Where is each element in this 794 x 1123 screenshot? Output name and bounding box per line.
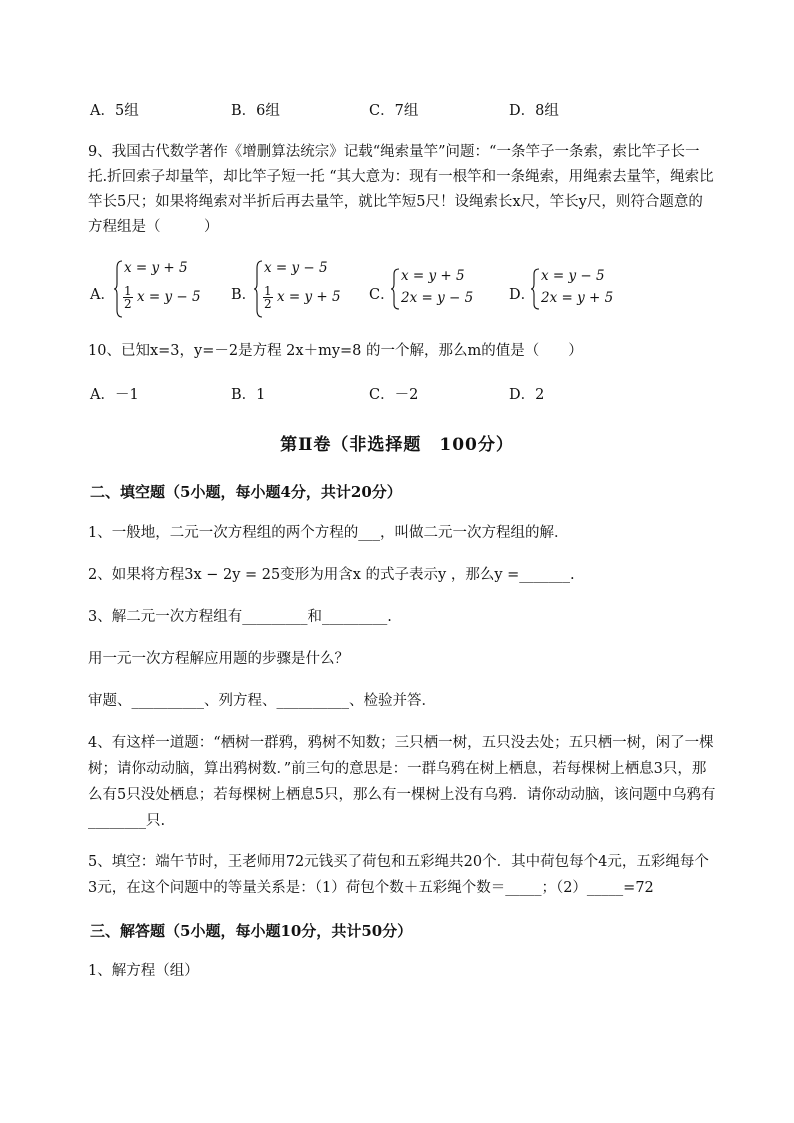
q9-line-3: 竿长5尺；如果将绳索对半折后再去量竿，就比竿短5尺！设绳索长x尺，竿长y尺，则符合题意的 [88, 194, 703, 210]
q9-option-b-eq2: $\frac{1}{2}$ x = y + 5 [264, 284, 341, 311]
q9-option-a-eq1: x = y + 5 [124, 260, 188, 276]
q9-line-1: 9、我国古代数学著作《增删算法统宗》记载“绳索量竿”问题：“一条竿子一条索，索比竿子长一 [88, 144, 700, 160]
fill-item-5-line-1: 5、填空：端午节时，王老师用72元钱买了荷包和五彩绳共20个．其中荷包每个4元，五彩绳每个 [88, 854, 709, 870]
q9-option-c-eq2: 2x = y − 5 [401, 290, 474, 306]
q8-option-d: D．8组 [509, 103, 559, 119]
fill-item-4-line-2: 树；请你动动脑，算出鸦树数．”前三句的意思是：一群乌鸦在树上栖息，若每棵树上栖息3只，那 [88, 761, 707, 777]
brace-icon [531, 268, 541, 310]
fill-item-5-line-2: 3元，在这个问题中的等量关系是：（1）荷包个数＋五彩绳个数＝_____；（2）_____=72 [88, 880, 654, 896]
q9-option-d-label: D． [509, 287, 536, 303]
q9-option-d-eq2: 2x = y + 5 [541, 290, 614, 306]
q9-option-b-eq1: x = y − 5 [264, 260, 328, 276]
q9-option-c-label: C． [369, 287, 395, 303]
q10-stem: 10、已知x=3，y=－2是方程 2x＋my=8 的一个解，那么m的值是（ ） [88, 343, 583, 359]
q8-option-a: A．5组 [90, 103, 139, 119]
fill-item-4-line-3: 么有5只没处栖息；若每棵树上栖息5只，那么有一棵树上没有乌鸦．请你动动脑，该问题中乌鸦有 [88, 787, 716, 803]
q10-option-d: D．2 [509, 387, 545, 403]
section-heading-fill-in: 二、填空题（5小题，每小题4分，共计20分） [90, 483, 402, 501]
solve-item-1: 1、解方程（组） [88, 963, 199, 979]
q9-line-2: 托.折回索子却量竿，却比竿子短一托 “其大意为：现有一根竿和一条绳索，用绳索去量竿，绳索比 [88, 169, 714, 185]
q8-option-b: B．6组 [231, 103, 280, 119]
fill-item-1: 1、一般地，二元一次方程组的两个方程的___，叫做二元一次方程组的解． [88, 525, 569, 541]
fill-item-2: 2、如果将方程3x − 2y = 25变形为用含x 的式子表示y ，那么y =_______. [88, 567, 575, 583]
fill-item-3-sub-answer: 审题、__________、列方程、__________、检验并答． [88, 693, 436, 709]
fill-item-3-sub-question: 用一元一次方程解应用题的步骤是什么？ [88, 651, 349, 667]
q10-option-b: B．1 [231, 387, 266, 403]
fill-item-3: 3、解二元一次方程组有_________和_________. [88, 609, 392, 625]
q9-option-d-eq1: x = y − 5 [541, 268, 605, 284]
q10-option-a: A．－1 [90, 387, 139, 403]
part-title: 第Ⅱ卷（非选择题 100分） [280, 435, 514, 455]
q10-option-c: C．－2 [369, 387, 419, 403]
fill-item-4-line-1: 4、有这样一道题：“栖树一群鸦，鸦树不知数；三只栖一树，五只没去处；五只栖一树，闲了一棵 [88, 735, 714, 751]
q9-option-b-label: B． [231, 287, 257, 303]
section-heading-solve: 三、解答题（5小题，每小题10分，共计50分） [90, 922, 413, 940]
fill-item-4-line-4: ________只. [88, 813, 166, 829]
q9-option-a-eq2: $\frac{1}{2}$ x = y − 5 [124, 284, 201, 311]
q9-line-4: 方程组是（ ） [88, 219, 219, 235]
brace-icon [391, 268, 401, 310]
q9-option-c-eq1: x = y + 5 [401, 268, 465, 284]
q9-option-a-label: A． [90, 287, 115, 303]
q8-option-c: C．7组 [369, 103, 419, 119]
